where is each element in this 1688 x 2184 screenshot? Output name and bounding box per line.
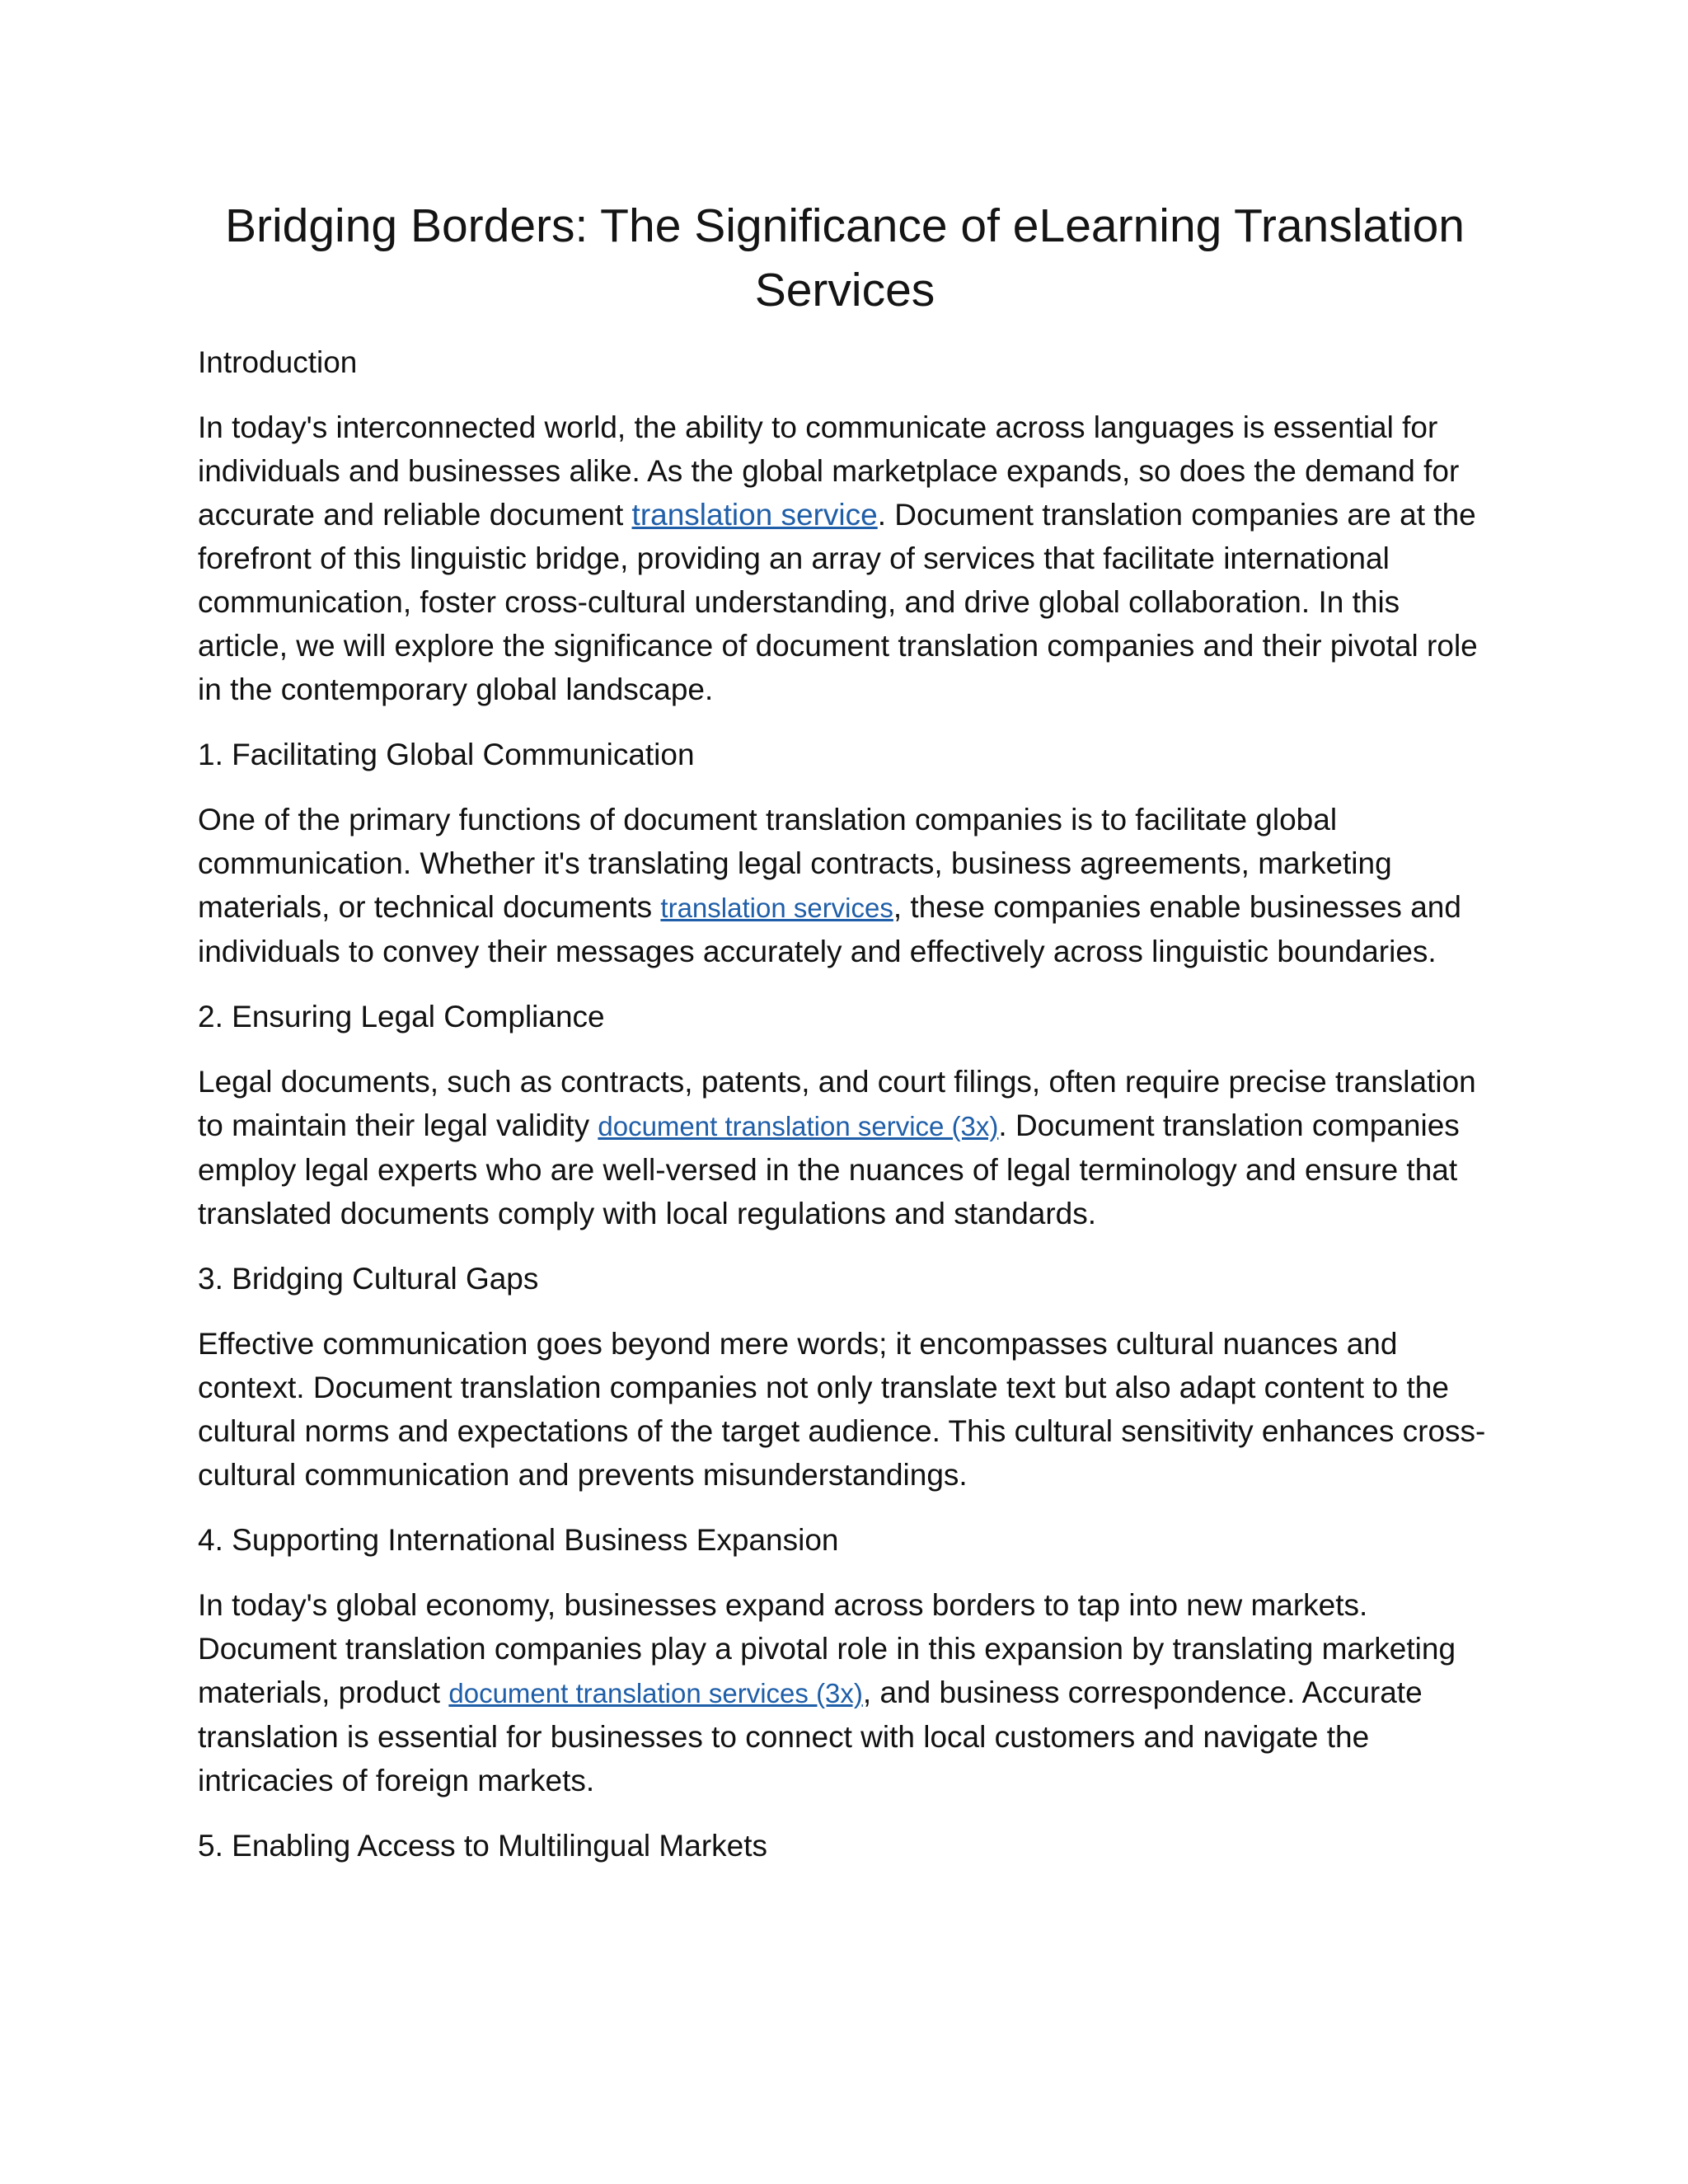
paragraph-text: , and business correspondence. Accurate translation is essential for businesses to connect with local customers and navigate the intricacies of foreign markets. <box>198 1675 1423 1797</box>
paragraph-global-communication <box>198 798 1492 973</box>
document-translation-service-link[interactable]: document translation service (3x) <box>598 1111 999 1141</box>
translation-services-link[interactable]: translation services <box>660 893 893 923</box>
paragraph-legal-compliance <box>198 1060 1492 1235</box>
document-content <box>198 194 1492 1889</box>
section-heading-introduction: Introduction <box>198 345 358 379</box>
paragraph-text: In today's interconnected world, the ability to communicate across languages is essential for individuals and businesses alike. As the global marketplace expands, so does the demand for accurate and reliable document <box>198 410 1460 532</box>
document-title: Bridging Borders: The Significance of eLearning Translation Services <box>224 199 1465 316</box>
paragraph-text: One of the primary functions of document translation companies is to facilitate global communication. Whether it's translating legal contracts, business agreements, marketing materials, or technical documents <box>198 803 1392 924</box>
paragraph-text: In today's global economy, businesses expand across borders to tap into new markets. Document translation companies play a pivotal role in this expansion by translating marketing materials, product <box>198 1588 1456 1709</box>
paragraph-introduction <box>198 405 1492 711</box>
translation-service-link[interactable]: translation service <box>631 498 878 532</box>
paragraph-text: Legal documents, such as contracts, patents, and court filings, often require precise translation to maintain their legal validity <box>198 1065 1476 1142</box>
document-translation-services-link[interactable]: document translation services (3x) <box>448 1678 863 1708</box>
paragraph-text: . Document translation companies employ legal experts who are well-versed in the nuances of legal terminology and ensure that translated documents comply with local regulations and standards. <box>198 1108 1460 1230</box>
section-heading-global-communication: 1. Facilitating Global Communication <box>198 738 695 771</box>
section-heading-multilingual-markets: 5. Enabling Access to Multilingual Markets <box>198 1829 768 1863</box>
paragraph-business-expansion <box>198 1583 1492 1802</box>
paragraph-text: , these companies enable businesses and individuals to convey their messages accurately and effectively across linguistic boundaries. <box>198 890 1461 968</box>
section-heading-cultural-gaps: 3. Bridging Cultural Gaps <box>198 1262 539 1296</box>
paragraph-cultural-gaps: Effective communication goes beyond mere words; it encompasses cultural nuances and context. Document translation companies not only translate text but also adapt content to the cultural norms and expectations of the target audience. This cultural sensitivity enhances cross-cultural communication and prevents misunderstandings. <box>198 1327 1486 1492</box>
section-heading-business-expansion: 4. Supporting International Business Expansion <box>198 1523 839 1557</box>
paragraph-text: . Document translation companies are at the forefront of this linguistic bridge, providing an array of services that facilitate international communication, foster cross-cultural understanding, and drive global collaboration. In this article, we will explore the significance of document translation companies and their pivotal role in the contemporary global landscape. <box>198 498 1478 706</box>
section-heading-legal-compliance: 2. Ensuring Legal Compliance <box>198 1000 605 1033</box>
